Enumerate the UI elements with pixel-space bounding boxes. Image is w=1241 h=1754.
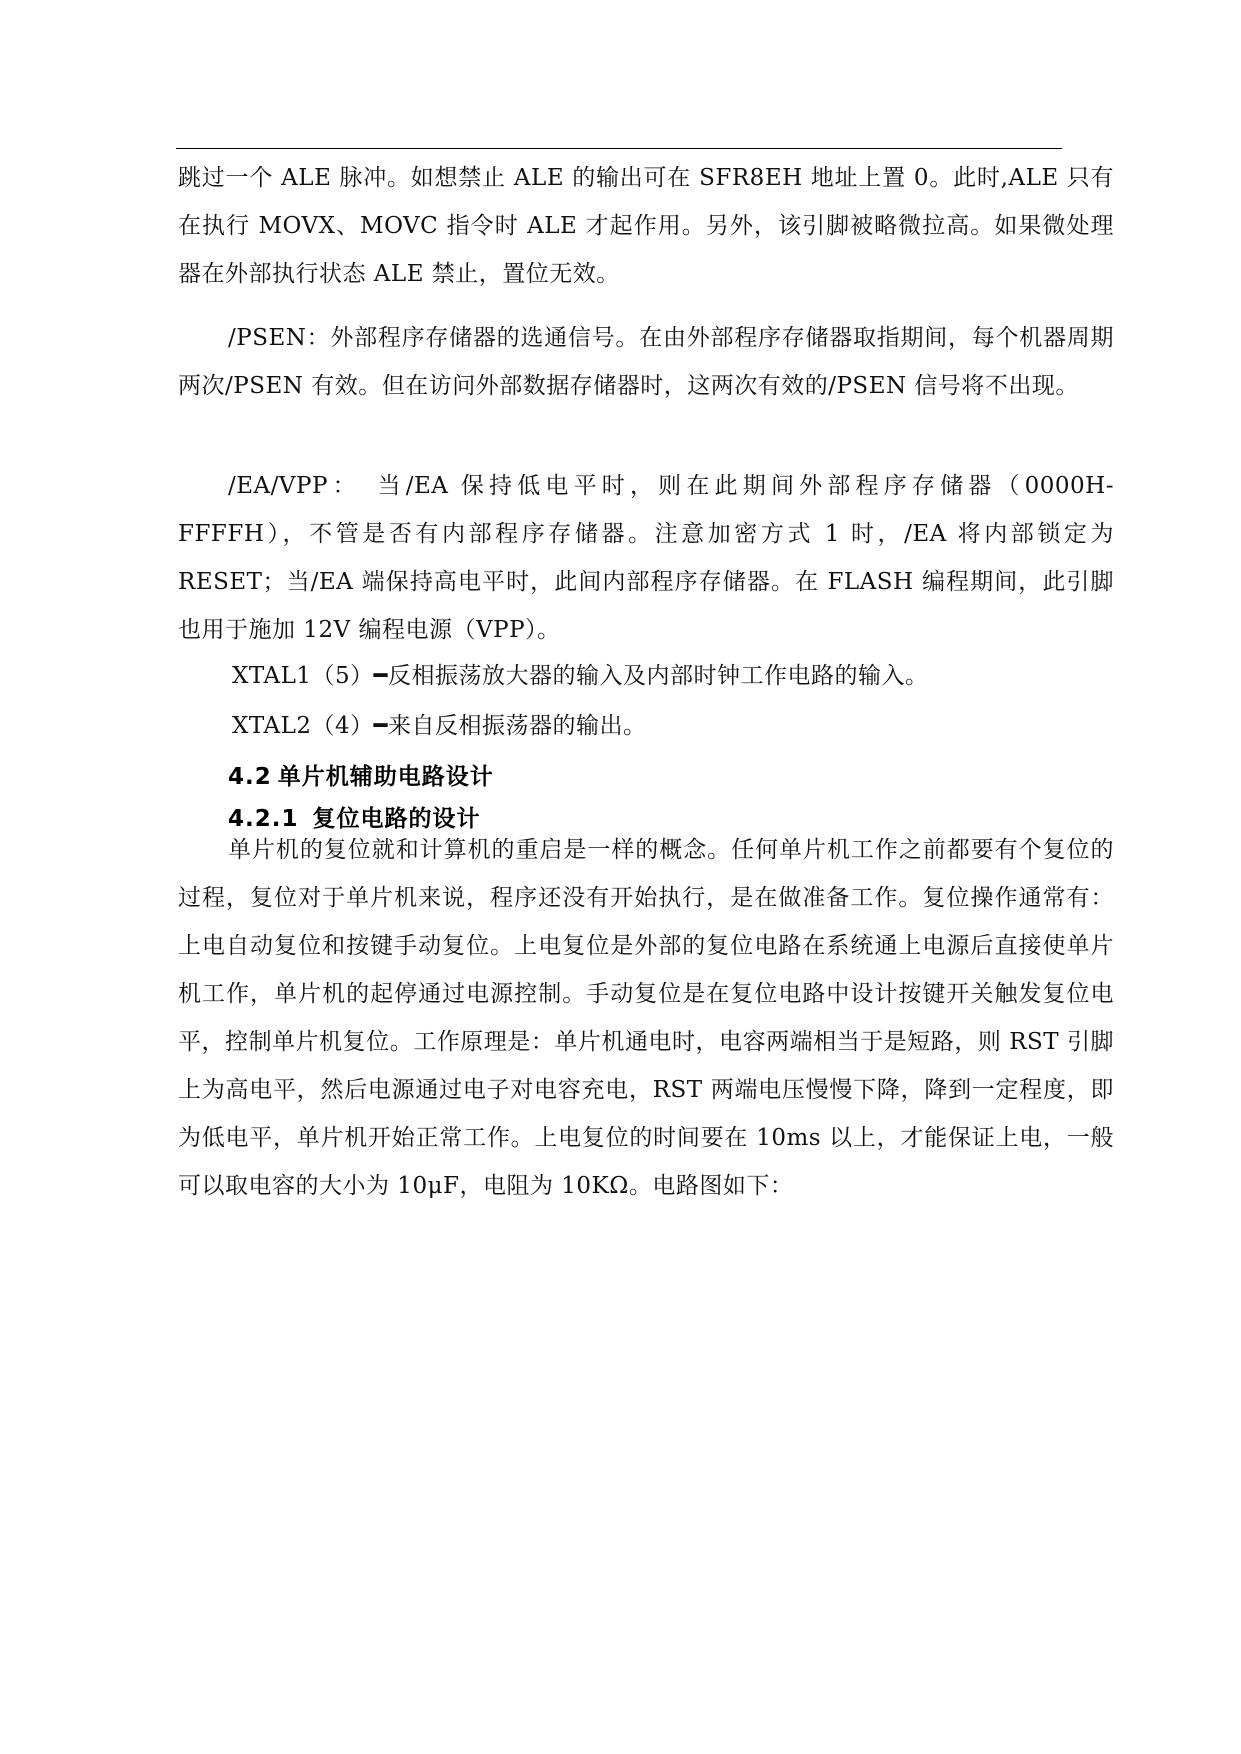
paragraph-psen: /PSEN：外部程序存储器的选通信号。在由外部程序存储器取指期间，每个机器周期两次/PSEN 有效。但在访问外部数据存储器时，这两次有效的/PSEN 信号将不出现。	[178, 325, 1114, 399]
section-heading-4-2	[228, 760, 494, 794]
paragraph-ale: 跳过一个 ALE 脉冲。如想禁止 ALE 的输出可在 SFR8EH 地址上置 0。此时,ALE 只有在执行 MOVX、MOVC 指令时 ALE 才起作用。另外，该引脚被略微拉高。如果微处理器在外部执行状态 ALE 禁止，置位无效。	[178, 165, 1114, 287]
header-rule	[176, 148, 1062, 149]
subsection-number: 4.2.1	[228, 806, 299, 832]
paragraph-xtal2: XTAL2（4）━来自反相振荡器的输出。	[232, 713, 647, 739]
section-title: 单片机辅助电路设计	[277, 764, 494, 790]
paragraph-xtal1: XTAL1（5）━反相振荡放大器的输入及内部时钟工作电路的输入。	[232, 663, 929, 689]
paragraph-ea-vpp: /EA/VPP： 当/EA 保持低电平时，则在此期间外部程序存储器（0000H-FFFFH），不管是否有内部程序存储器。注意加密方式 1 时，/EA 将内部锁定为 RESET；当/EA 端保持高电平时，此间内部程序存储器。在 FLASH 编程期间，此引脚也用于施加 12V 编程电源（VPP）。	[178, 473, 1114, 643]
subsection-title: 复位电路的设计	[312, 806, 481, 832]
section-number: 4.2	[228, 764, 272, 790]
paragraph-reset-circuit: 单片机的复位就和计算机的重启是一样的概念。任何单片机工作之前都要有个复位的过程，复位对于单片机来说，程序还没有开始执行，是在做准备工作。复位操作通常有：上电自动复位和按键手动复位。上电复位是外部的复位电路在系统通上电源后直接使单片机工作，单片机的起停通过电源控制。手动复位是在复位电路中设计按键开关触发复位电平，控制单片机复位。工作原理是：单片机通电时，电容两端相当于是短路，则 RST 引脚上为高电平，然后电源通过电子对电容充电，RST 两端电压慢慢下降，降到一定程度，即为低电平，单片机开始正常工作。上电复位的时间要在 10ms 以上，才能保证上电，一般可以取电容的大小为 10μF，电阻为 10KΩ。电路图如下：	[178, 837, 1114, 1199]
